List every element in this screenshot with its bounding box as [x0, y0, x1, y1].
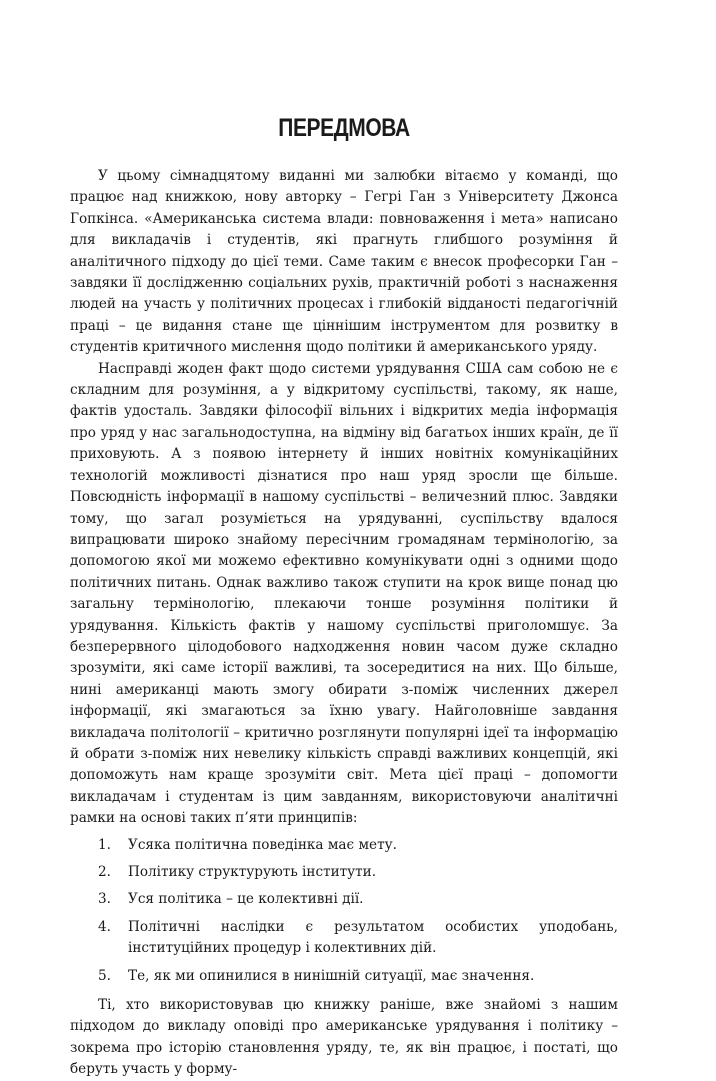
list-item	[98, 835, 618, 856]
list-item	[98, 917, 618, 960]
list-item-text: Політичні наслідки є результатом особистих уподобань, інституційних процедур і колективних дій.	[128, 918, 618, 957]
list-item-number: 3.	[98, 891, 111, 908]
list-item-number: 5.	[98, 967, 111, 984]
list-item	[98, 966, 618, 987]
page-title: ПЕРЕДМОВА	[278, 114, 410, 142]
list-item-number: 4.	[98, 918, 111, 935]
list-item-number: 1.	[98, 836, 111, 853]
facts-paragraph: Насправді жоден факт щодо системи урядування США сам собою не є складним для розуміння, а у відкритому суспільстві, такому, як наше, фактів удосталь. Завдяки філософії вільних і відкритих медіа інформація про уряд у нас загальнодоступна, на відміну від багатьох інших країн, де її приховують. А з появою інтернету й інших новітніх комунікаційних технологій можливості дізнатися про наш уряд зросли ще більше. Повсюдність інформації в нашому суспільстві – величезний плюс. Завдяки тому, що загал розуміється на урядуванні, суспільству вдалося випрацювати широко знайому пересічним громадянам термінологію, за допомогою якої ми можемо ефективно комунікувати одні з одними щодо політичних питань. Однак важливо також ступити на крок вище понад цю загальну термінологію, плекаючи тонше розуміння політики й урядування. Кількість фактів у нашому суспільстві приголомшує. За безперервного цілодобового надходження новин часом дуже складно зрозуміти, які саме історії важливі, та зосередитися на них. Що більше, нині американці мають змогу обирати з-поміж численних джерел інформації, які змагаються за їхню увагу. Найголовніше завдання викладача політології – критично розглянути популярні ідеї та інформацію й обрати з-поміж них невелику кількість справді важливих концепцій, які допоможуть нам краще зрозуміти світ. Мета цієї праці – допомогти викладачам і студентам із цим завданням, використовуючи аналітичні рамки на основі таких п’яти принципів:	[70, 360, 618, 827]
list-item-text: Уся політика – це колективні дії.	[128, 891, 364, 908]
page-body	[70, 112, 618, 1081]
intro-paragraph: У цьому сімнадцятому виданні ми залюбки вітаємо у команді, що працює над книжкою, нову авторку – Гегрі Ган з Університету Джонса Гопкінса. «Американська система влади: повноваження і мета» написано для викладачів і студентів, які прагнуть глибшого розуміння й аналітичного підходу до цієї теми. Саме таким є внесок професорки Ган – завдяки її дослідженню соціальних рухів, практичній роботі з наснаження людей на участь у політичних процесах і глибокій відданості педагогічній праці – це видання стане ще ціннішим інструментом для розвитку в студентів критичного мислення щодо політики й американського уряду.	[70, 168, 618, 356]
list-item-number: 2.	[98, 864, 111, 880]
principles-list	[70, 835, 618, 987]
closing-paragraph: Ті, хто використовував цю книжку раніше, вже знайомі з нашим підходом до викладу оповіді про американське урядування і політику – зокрема про історію становлення уряду, те, як він працює, і постаті, що беруть участь у форму-	[70, 997, 618, 1078]
list-item-text: Те, як ми опинилися в нинішній ситуації, має значення.	[128, 967, 535, 984]
list-item	[98, 862, 618, 883]
list-item-text: Політику структурують інститути.	[128, 864, 377, 880]
list-item-text: Усяка політична поведінка має мету.	[128, 836, 397, 853]
list-item	[98, 889, 618, 910]
